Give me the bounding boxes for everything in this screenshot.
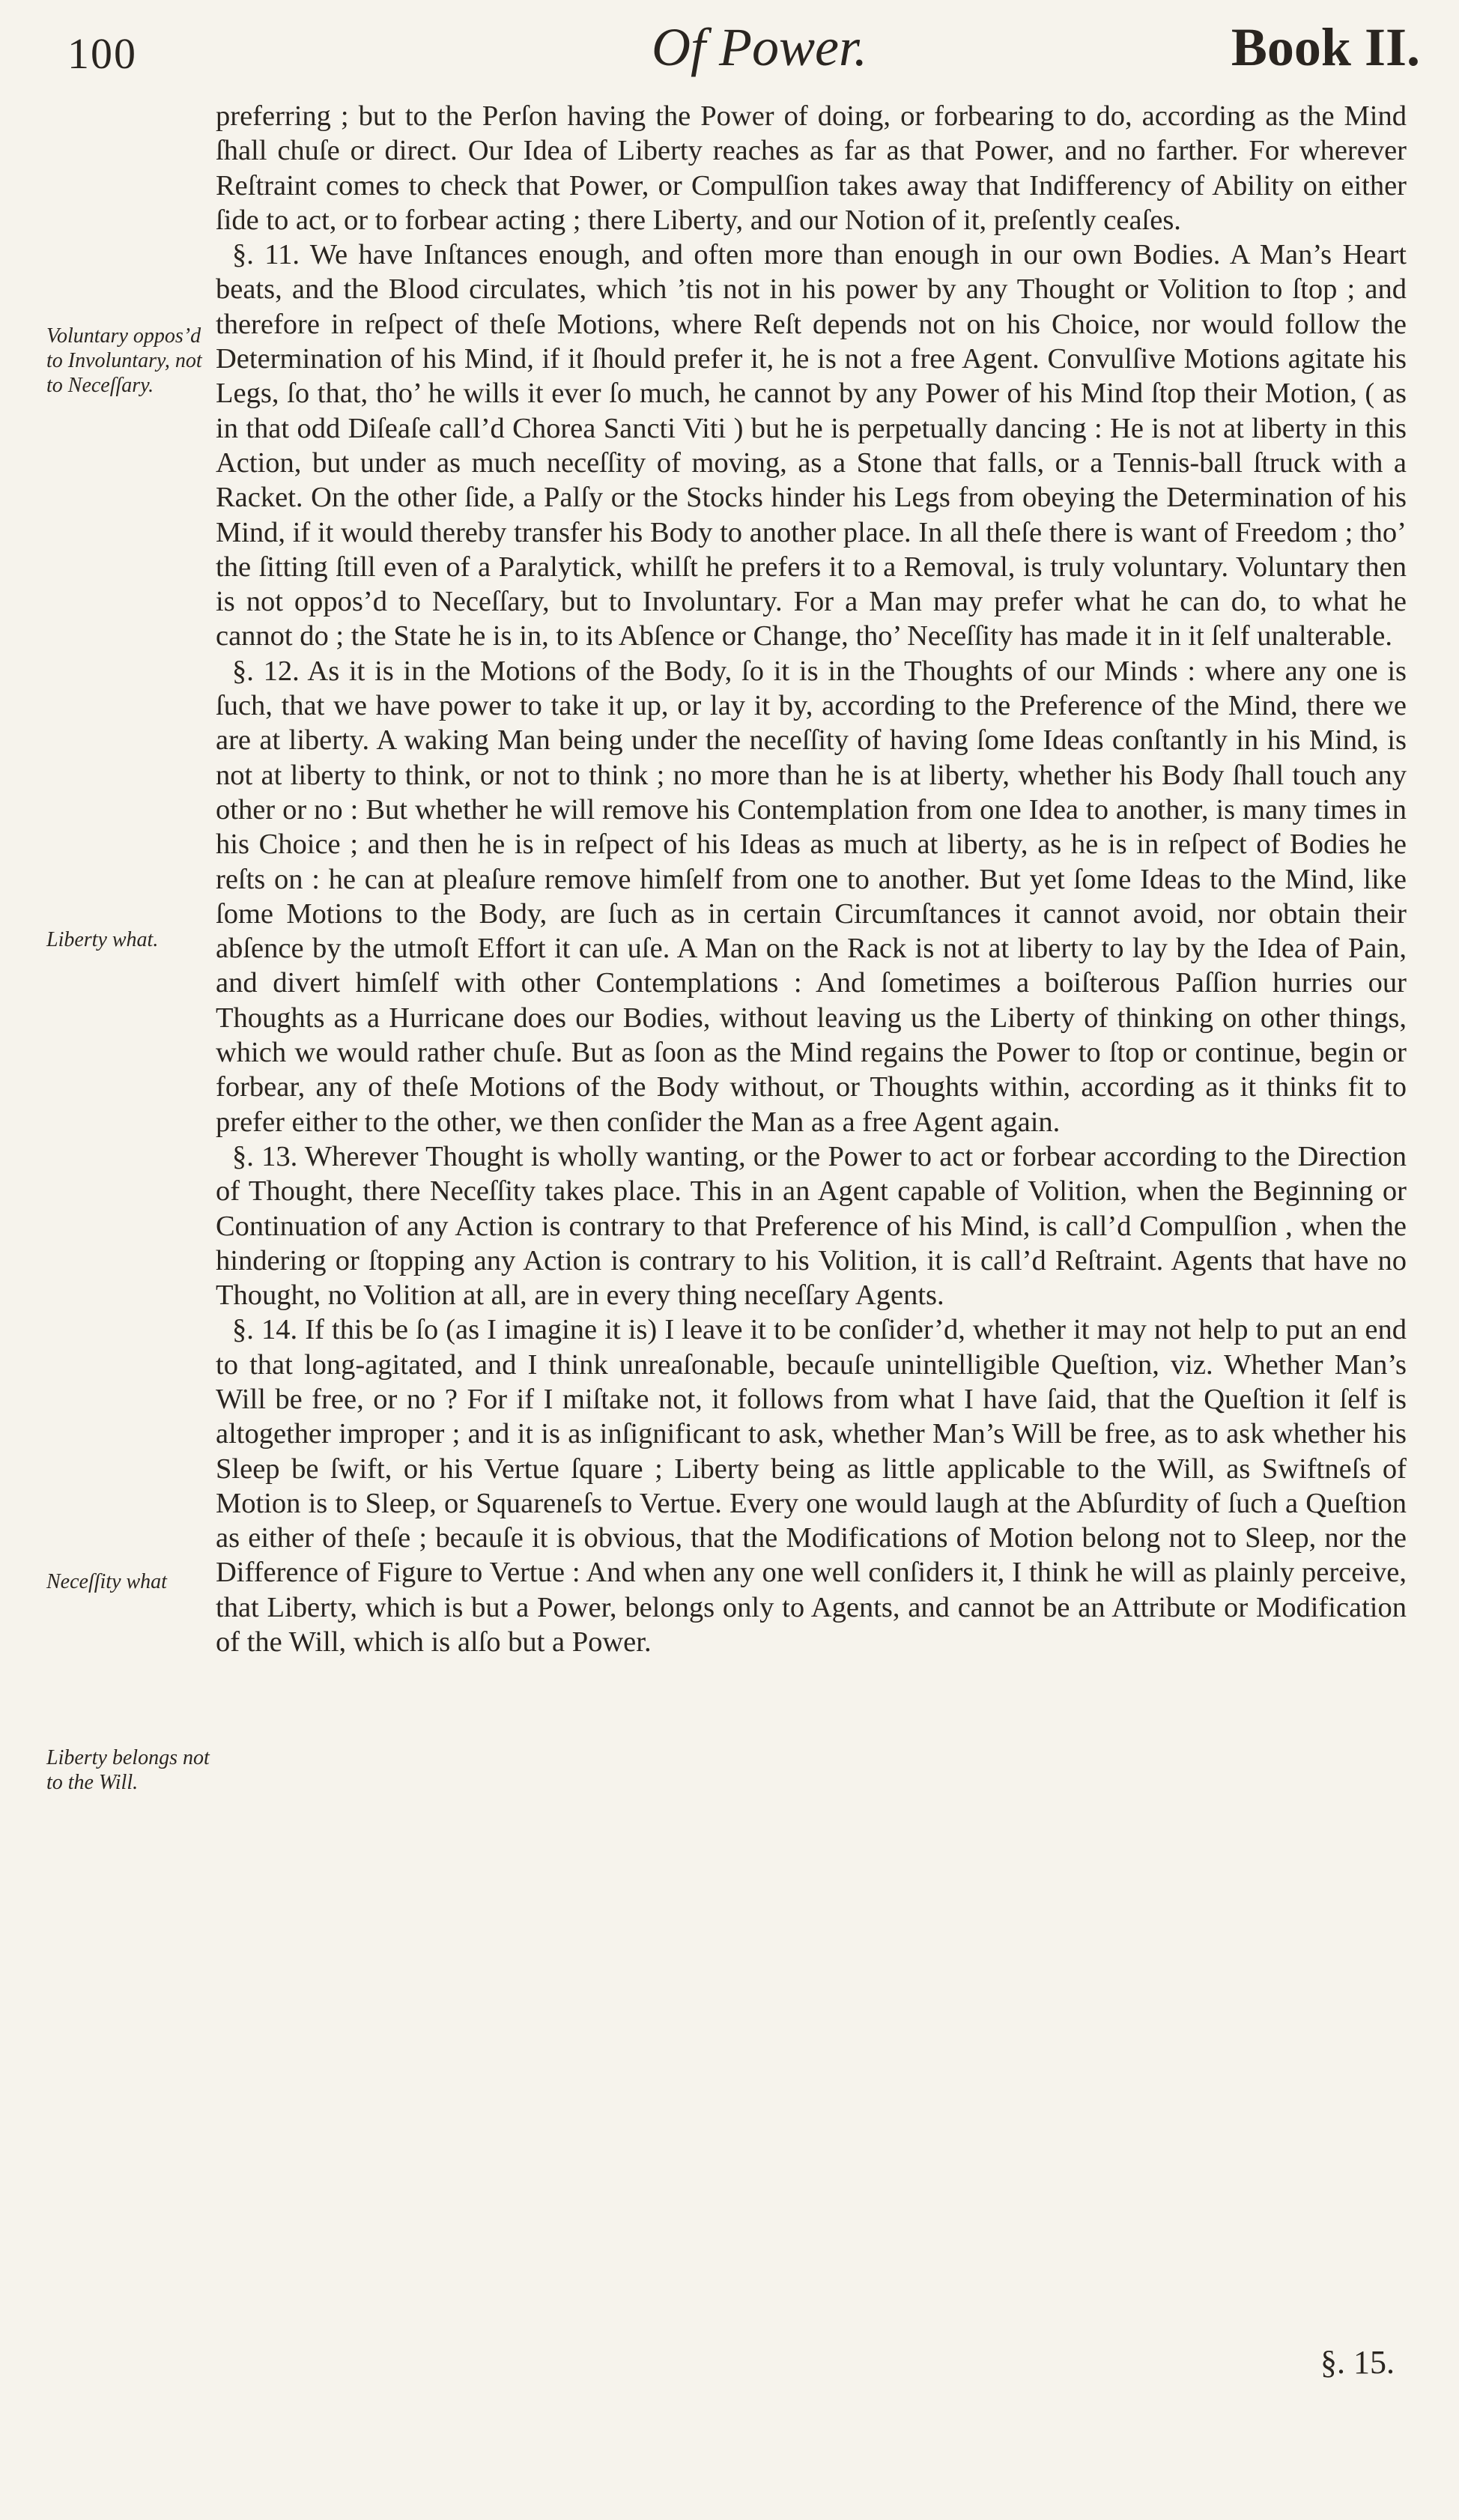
margin-note-necessity-what: Neceſſity what <box>46 1570 167 1593</box>
catchword: §. 15. <box>1320 2344 1395 2381</box>
running-title: Of Power. <box>652 17 867 77</box>
paragraph-section-11: §. 11. We have Inſtances enough, and often more than enough in our own Bodies. A Man’s Heart beats, and the Blood circulates, which ’tis not in his power by any Thought or Volition to ſtop ; and therefore in reſpect of theſe Motions, where Reſt depends not on his Choice, nor would follow the Determination of his Mind, if it ſhould prefer it, he is not a free Agent. Convulſive Motions agitate his Legs, ſo that, tho’ he wills it ever ſo much, he cannot by any Power of his Mind ſtop their Motion, ( as in that odd Diſeaſe call’d Chorea Sancti Viti ) but he is perpetually dancing : He is not at liberty in this Action, but under as much neceſſity of moving, as a Stone that falls, or a Tennis-ball ſtruck with a Racket. On the other ſide, a Palſy or the Stocks hinder his Legs from obeying the Determination of his Mind, if it would thereby transfer his Body to another place. In all theſe there is want of Freedom ; tho’ the ſitting ſtill even of a Paralytick, whilſt he prefers it to a Removal, is truly voluntary. Voluntary then is not oppos’d to Neceſſary, but to Involuntary. For a Man may prefer what he can do, to what he cannot do ; the State he is in, to its Abſence or Change, tho’ Neceſſity has made it in it ſelf unalterable. <box>216 239 1407 652</box>
book-label: Book II. <box>1231 17 1420 77</box>
paragraph-section-12: §. 12. As it is in the Motions of the Body, ſo it is in the Thoughts of our Minds : where any one is ſuch, that we have power to take it up, or lay it by, according to the Preference of the Mind, there we are at liberty. A waking Man being under the neceſſity of having ſome Ideas conſtantly in his Mind, is not at liberty to think, or not to think ; no more than he is at liberty, whether his Body ſhall touch any other or no : But whether he will remove his Contemplation from one Idea to another, is many times in his Choice ; and then he is in reſpect of his Ideas as much at liberty, as he is in reſpect of Bodies he reſts on : he can at pleaſure remove himſelf from one to another. But yet ſome Ideas to the Mind, like ſome Motions to the Body, are ſuch as in certain Circumſtances it cannot avoid, nor obtain their abſence by the utmoſt Effort it can uſe. A Man on the Rack is not at liberty to lay by the Idea of Pain, and divert himſelf with other Contemplations : And ſometimes a boiſterous Paſſion hurries our Thoughts as a Hurricane does our Bodies, without leaving us the Liberty of thinking on other things, which we would rather chuſe. But as ſoon as the Mind regains the Power to ſtop or continue, begin or forbear, any of theſe Motions of the Body without, or Thoughts within, according as it thinks fit to prefer either to the other, we then conſider the Man as a free Agent again. <box>216 655 1407 1138</box>
page-number: 100 <box>67 29 137 78</box>
page-header <box>0 0 1459 82</box>
body-text <box>216 99 1407 1659</box>
paragraph-section-13: §. 13. Wherever Thought is wholly wanting, or the Power to act or forbear according to the Direction of Thought, there Neceſſity takes place. This in an Agent capable of Volition, when the Beginning or Continuation of any Action is contrary to that Preference of his Mind, is call’d Compulſion , when the hindering or ſtopping any Action is contrary to his Volition, it is call’d Reſtraint. Agents that have no Thought, no Volition at all, are in every thing neceſſary Agents. <box>216 1140 1407 1312</box>
paragraph-section-14: §. 14. If this be ſo (as I imagine it is) I leave it to be conſider’d, whether it may not help to put an end to that long-agitated, and I think unreaſonable, becauſe unintelligible Queſtion, viz. Whether Man’s Will be free, or no ? For if I miſtake not, it follows from what I have ſaid, that the Queſtion it ſelf is altogether improper ; and it is as inſignificant to ask, whether Man’s Will be free, as to ask whether his Sleep be ſwift, or his Vertue ſquare ; Liberty being as little applicable to the Will, as Swiftneſs of Motion is to Sleep, or Squareneſs to Vertue. Every one would laugh at the Abſurdity of ſuch a Queſtion as either of theſe ; becauſe it is obvious, that the Modifications of Motion belong not to Sleep, nor the Difference of Figure to Vertue : And when any one well conſiders it, I think he will as plainly perceive, that Liberty, which is but a Power, belongs only to Agents, and cannot be an Attribute or Modification of the Will, which is alſo but a Power. <box>216 1314 1407 1659</box>
margin-note-liberty-will: Liberty belongs not to the Will. <box>46 1746 210 1794</box>
margin-note-liberty-what: Liberty what. <box>46 928 159 951</box>
paragraph-continued: preferring ; but to the Perſon having the Power of doing, or forbearing to do, according as the Mind ſhall chuſe or direct. Our Idea of Liberty reaches as far as that Power, and no farther. For wherever Reſtraint comes to check that Power, or Compulſion takes away that Indifferency of Ability on either ſide to act, or to forbear acting ; there Liberty, and our Notion of it, preſently ceaſes. <box>216 100 1407 236</box>
margin-note-voluntary: Voluntary oppos’d to Involuntary, not to Neceſſary. <box>46 324 202 397</box>
